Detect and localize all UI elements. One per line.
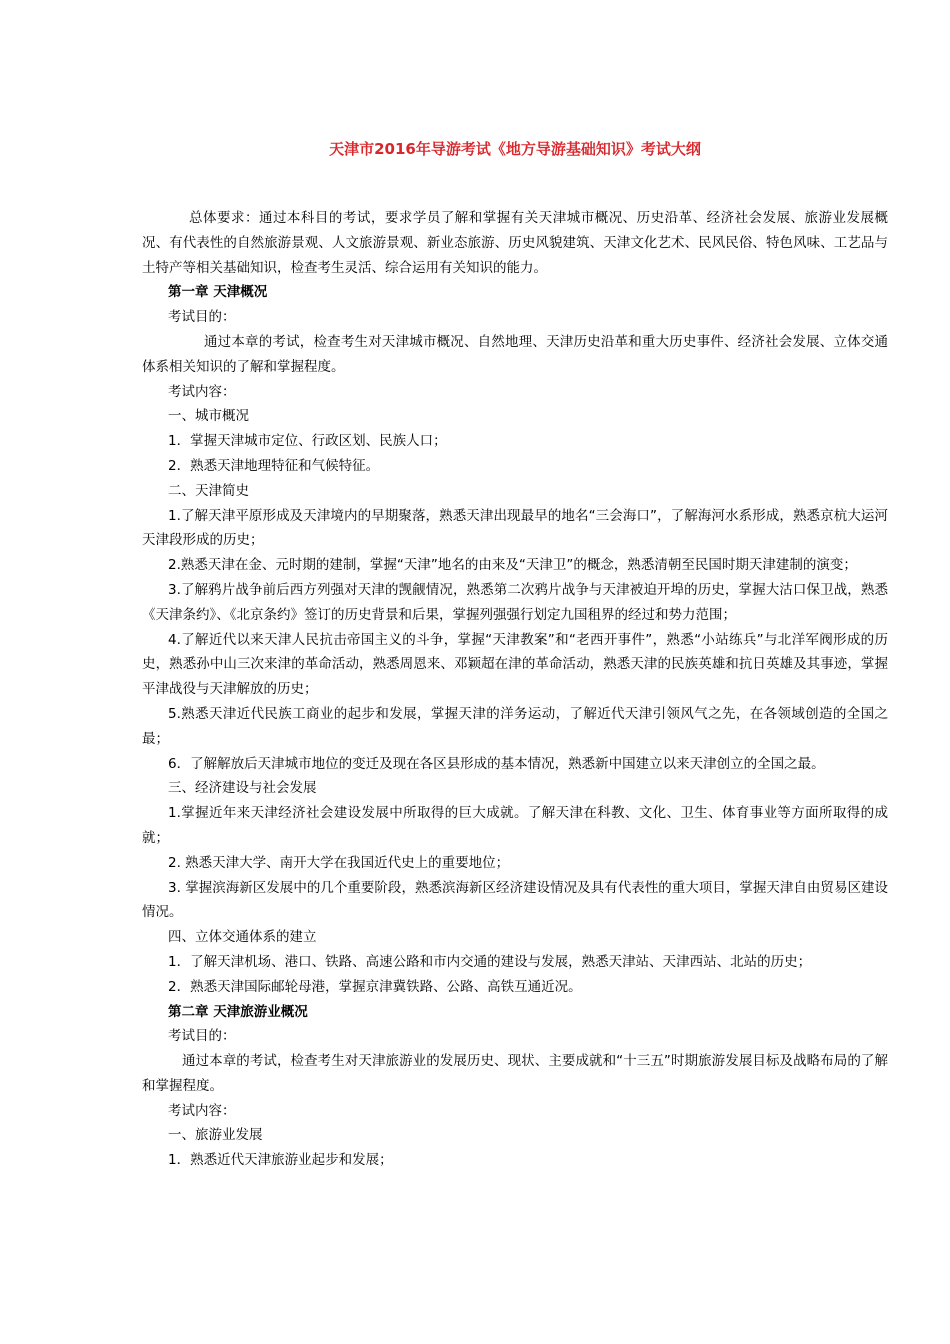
section-heading: 三、经济建设与社会发展 [168, 780, 317, 797]
list-item: 1．熟悉近代天津旅游业起步和发展； [168, 1152, 393, 1169]
chapter-1-heading: 第一章 天津概况 [168, 284, 268, 301]
section-heading: 一、旅游业发展 [168, 1127, 263, 1144]
chapter-1-goal-label: 考试目的： [168, 309, 236, 326]
list-item: 2.熟悉天津在金、元时期的建制，掌握“天津”地名的由来及“天津卫”的概念，熟悉清朝至民国时期天津建制的演变； [168, 557, 857, 574]
list-item: 6．了解解放后天津城市地位的变迁及现在各区县形成的基本情况，熟悉新中国建立以来天津创立的全国之最。 [168, 755, 825, 772]
list-item: 1．掌握天津城市定位、行政区划、民族人口； [168, 433, 447, 450]
list-item: 4.了解近代以来天津人民抗击帝国主义的斗争，掌握“天津教案”和“老西开事件”，熟悉“小站练兵”与北洋军阀形成的历史，熟悉孙中山三次来津的革命活动，熟悉周恩来、邓颖超在津的革命活动，熟悉天津的民族英雄和抗日英雄及其事迹，掌握平津战役与天津解放的历史； [142, 631, 888, 698]
list-item: 2．熟悉天津地理特征和气候特征。 [168, 457, 380, 474]
chapter-1-content-label: 考试内容： [168, 383, 236, 400]
list-item: 3.了解鸦片战争前后西方列强对天津的觊觎情况，熟悉第二次鸦片战争与天津被迫开埠的历史，掌握大沽口保卫战，熟悉《天津条约》、《北京条约》签订的历史背景和后果，掌握列强强行划定九国租界的经过和势力范围； [142, 581, 888, 623]
chapter-2-content-label: 考试内容： [168, 1102, 236, 1119]
list-item: 5.熟悉天津近代民族工商业的起步和发展，掌握天津的洋务运动，了解近代天津引领风气之先，在各领域创造的全国之最； [142, 705, 888, 747]
list-item: 1.了解天津平原形成及天津境内的早期聚落，熟悉天津出现最早的地名“三会海口”，了解海河水系形成，熟悉京杭大运河天津段形成的历史； [142, 507, 888, 549]
list-item: 3. 掌握滨海新区发展中的几个重要阶段，熟悉滨海新区经济建设情况及具有代表性的重大项目，掌握天津自由贸易区建设情况。 [142, 879, 888, 921]
document-title: 天津市2016年导游考试《地方导游基础知识》考试大纲 [329, 140, 701, 158]
chapter-2-goal-text: 通过本章的考试，检查考生对天津旅游业的发展历史、现状、主要成就和“十三五”时期旅游发展目标及战略布局的了解和掌握程度。 [142, 1053, 888, 1094]
list-item: 1．了解天津机场、港口、铁路、高速公路和市内交通的建设与发展，熟悉天津站、天津西站、北站的历史； [168, 953, 812, 970]
section-heading: 四、立体交通体系的建立 [168, 929, 317, 946]
list-item: 2．熟悉天津国际邮轮母港，掌握京津冀铁路、公路、高铁互通近况。 [168, 978, 582, 995]
document-body [142, 206, 888, 1173]
section-heading: 二、天津简史 [168, 482, 249, 499]
overall-requirement: 总体要求：通过本科目的考试，要求学员了解和掌握有关天津城市概况、历史沿革、经济社会发展、旅游业发展概况、有代表性的自然旅游景观、人文旅游景观、新业态旅游、历史风貌建筑、天津文化艺术、民风民俗、特色风味、工艺品与土特产等相关基础知识，检查考生灵活、综合运用有关知识的能力。 [142, 210, 888, 276]
list-item: 1.掌握近年来天津经济社会建设发展中所取得的巨大成就。了解天津在科教、文化、卫生、体育事业等方面所取得的成就； [142, 805, 888, 846]
section-heading: 一、城市概况 [168, 408, 249, 425]
chapter-1-goal-text: 通过本章的考试，检查考生对天津城市概况、自然地理、天津历史沿革和重大历史事件、经济社会发展、立体交通体系相关知识的了解和掌握程度。 [142, 333, 888, 375]
chapter-2-goal-label: 考试目的： [168, 1028, 236, 1045]
list-item: 2. 熟悉天津大学、南开大学在我国近代史上的重要地位； [168, 854, 510, 871]
chapter-2-heading: 第二章 天津旅游业概况 [168, 1003, 308, 1020]
